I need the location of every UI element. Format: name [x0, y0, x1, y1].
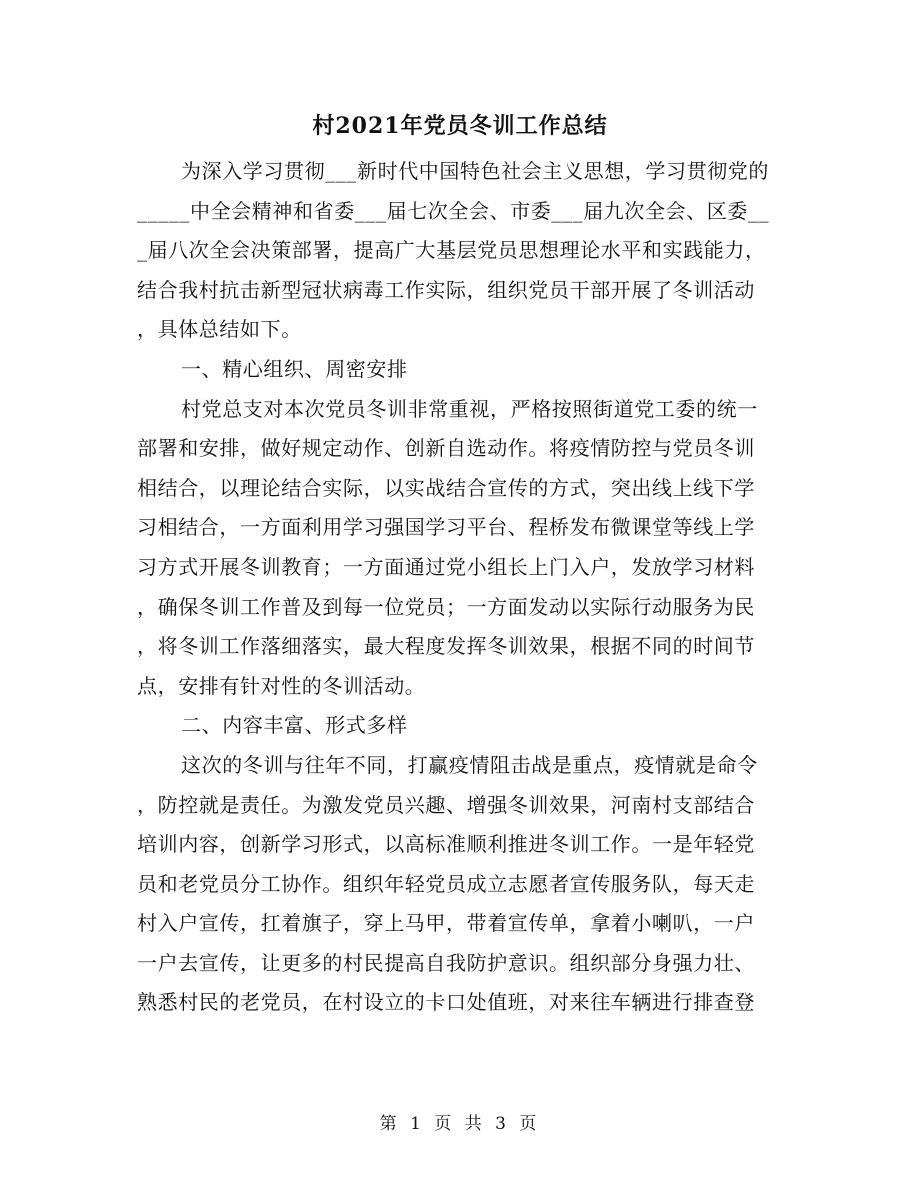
document-body	[137, 152, 787, 1023]
paragraph-line: ，确保冬训工作普及到每一位党员；一方面发动以实际行动服务为民	[137, 594, 755, 619]
paragraph-line: 村党总支对本次党员冬训非常重视，严格按照街道党工委的统一	[181, 396, 758, 421]
section-heading: 一、精心组织、周密安排	[181, 356, 408, 381]
page-number: 第 1 页 共 3 页	[379, 1114, 541, 1134]
paragraph-line: ，将冬训工作落细落实，最大程度发挥冬训效果，根据不同的时间节	[137, 634, 755, 659]
paragraph-line: ，防控就是责任。为激发党员兴趣、增强冬训效果，河南村支部结合	[137, 792, 755, 817]
paragraph-line: 一户去宣传，让更多的村民提高自我防护意识。组织部分身强力壮、	[137, 950, 755, 975]
paragraph-line: 结合我村抗击新型冠状病毒工作实际，组织党员干部开展了冬训活动	[137, 277, 755, 302]
paragraph-line: 培训内容，创新学习形式，以高标准顺利推进冬训工作。一是年轻党	[137, 832, 755, 857]
paragraph-line: 习相结合，一方面利用学习强国学习平台、程桥发布微课堂等线上学	[137, 515, 755, 540]
paragraph-line: 村入户宣传，扛着旗子，穿上马甲，带着宣传单，拿着小喇叭，一户	[137, 911, 755, 936]
paragraph-line: 点，安排有针对性的冬训活动。	[137, 673, 426, 698]
paragraph-line: 相结合，以理论结合实际，以实战结合宣传的方式，突出线上线下学	[137, 475, 755, 500]
paragraph-line: _届八次全会决策部署，提高广大基层党员思想理论水平和实践能力，	[137, 238, 766, 263]
paragraph-line: 为深入学习贯彻___新时代中国特色社会主义思想，学习贯彻党的	[181, 159, 769, 183]
paragraph-line: ，具体总结如下。	[137, 317, 302, 342]
section-heading: 二、内容丰富、形式多样	[181, 713, 408, 738]
paragraph-line: _____中全会精神和省委___届七次全会、市委___届九次全会、区委__	[137, 198, 770, 223]
paragraph-line: 熟悉村民的老党员，在村设立的卡口处值班，对来往车辆进行排查登	[137, 990, 755, 1015]
document-title: 村2021年党员冬训工作总结	[312, 113, 608, 139]
paragraph-line: 部署和安排，做好规定动作、创新自选动作。将疫情防控与党员冬训	[137, 436, 755, 461]
paragraph-line: 习方式开展冬训教育；一方面通过党小组长上门入户，发放学习材料	[137, 554, 755, 579]
paragraph-line: 这次的冬训与往年不同，打赢疫情阻击战是重点，疫情就是命令	[181, 752, 758, 777]
paragraph-line: 员和老党员分工协作。组织年轻党员成立志愿者宣传服务队，每天走	[137, 871, 755, 896]
